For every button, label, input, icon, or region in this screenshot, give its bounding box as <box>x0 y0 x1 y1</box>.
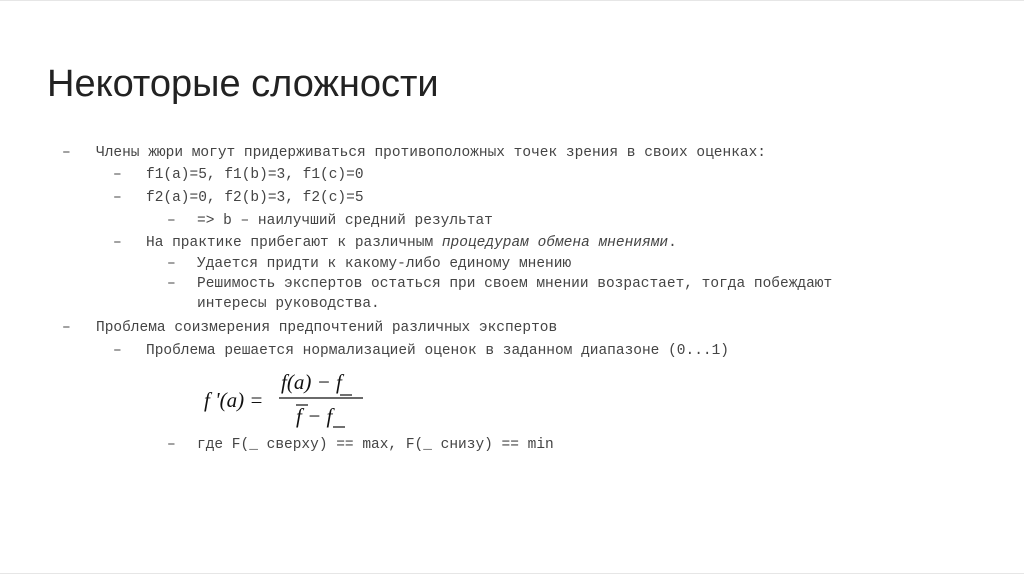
bullet-single-opinion: Удается придти к какому-либо единому мнению <box>197 256 572 272</box>
bullet-marker: – <box>62 320 71 336</box>
bullet-best-average: => b – наилучший средний результат <box>197 213 493 229</box>
bullet-marker: – <box>113 190 122 206</box>
formula-denominator: f − f <box>296 404 333 428</box>
bullet-f1-values: f1(a)=5, f1(b)=3, f1(c)=0 <box>146 167 364 183</box>
bullet-marker: – <box>167 437 176 453</box>
formula-lhs: f '(a) = <box>204 388 264 412</box>
normalization-formula <box>200 367 370 429</box>
bullet-normalization: Проблема решается нормализацией оценок в заданном диапазоне (0...1) <box>146 343 729 359</box>
slide-top-border <box>0 0 1024 1</box>
bullet-practice-text: На практике прибегают к различным <box>146 235 442 251</box>
bullet-f2-values: f2(a)=0, f2(b)=3, f2(c)=5 <box>146 190 364 206</box>
bullet-marker: – <box>113 343 122 359</box>
bullet-practice-italic: процедурам обмена мнениями <box>441 235 669 251</box>
bullet-marker: – <box>167 256 176 272</box>
bullet-marker: – <box>113 167 122 183</box>
bullet-commensurability: Проблема соизмерения предпочтений различных экспертов <box>96 320 558 336</box>
bullet-practice-period: . <box>668 235 677 251</box>
bullet-marker: – <box>62 145 71 161</box>
bullet-marker: – <box>167 276 176 292</box>
bullet-determination-line1: Решимость экспертов остаться при своем мнении возрастает, тогда побеждают <box>197 276 833 292</box>
bullet-marker: – <box>167 213 176 229</box>
formula-numerator: f(a) − f <box>281 370 342 394</box>
bullet-practice <box>146 233 677 253</box>
slide-title: Некоторые сложности <box>47 63 439 105</box>
bullet-jury-views: Члены жюри могут придерживаться противоположных точек зрения в своих оценках: <box>96 145 767 161</box>
bullet-determination-line2: интересы руководства. <box>197 296 380 312</box>
bullet-marker: – <box>113 235 122 251</box>
bullet-where-max-min: где F(_ сверху) == max, F(_ снизу) == min <box>197 437 554 453</box>
